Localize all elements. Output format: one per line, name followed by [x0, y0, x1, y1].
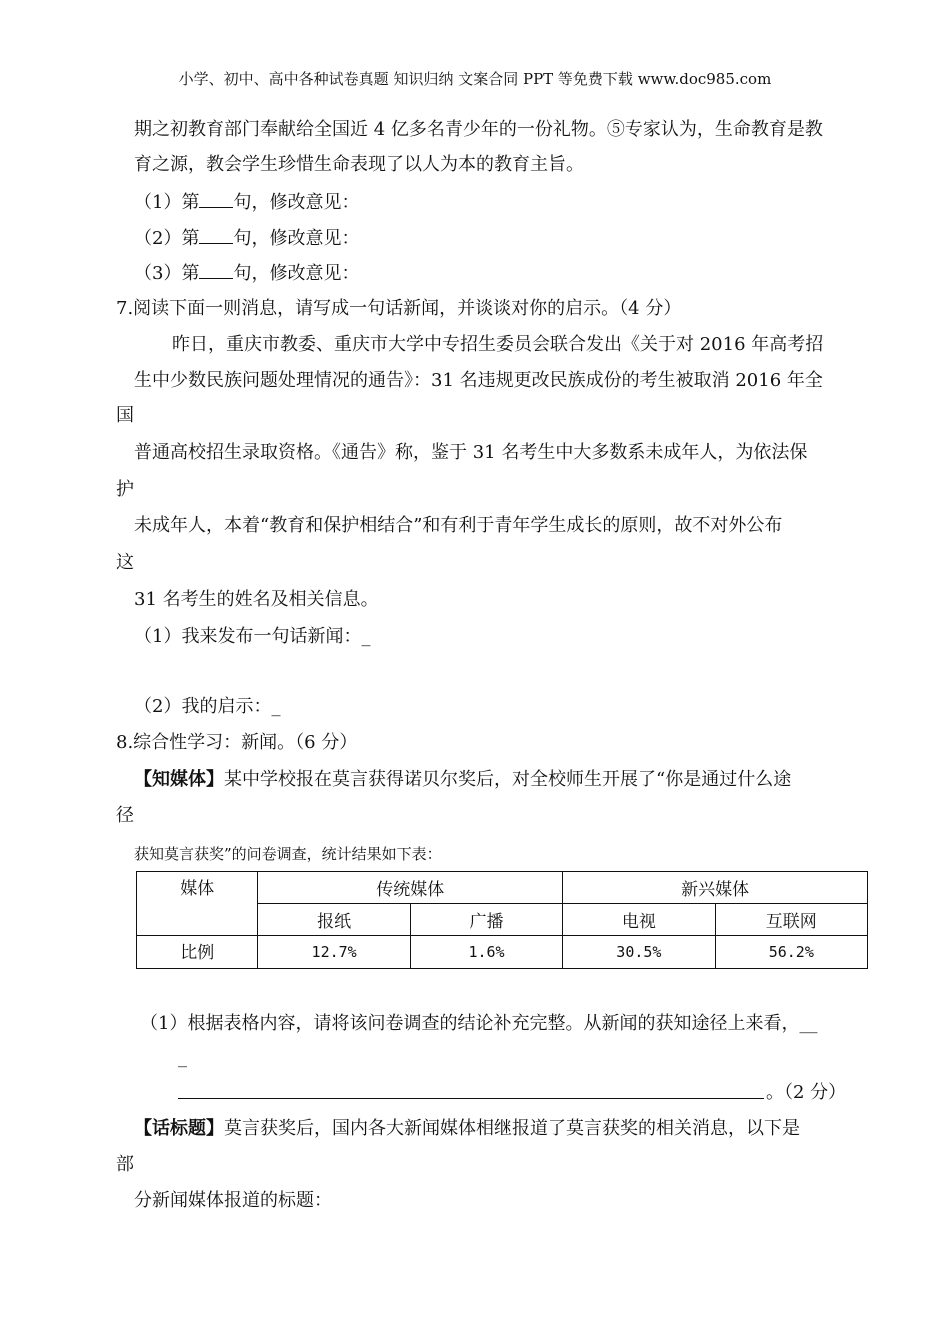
- table-header-emerging: 新兴媒体: [563, 872, 868, 904]
- q7-para-line-2-wrap: 国: [116, 405, 134, 426]
- q8-answer-line[interactable]: [178, 1098, 764, 1099]
- q6-item-1-post: 句，修改意见：: [233, 192, 360, 213]
- q7-para-line-1: 昨日，重庆市教委、重庆市大学中专招生委员会联合发出《关于对 2016 年高考招: [172, 334, 824, 355]
- q6-item-2: [134, 225, 359, 251]
- q6-item-3-blank[interactable]: [199, 260, 233, 279]
- q6-item-3-pre: （3）第: [134, 263, 200, 284]
- q6-item-3: [134, 260, 359, 286]
- q7-answer-2[interactable]: （2）我的启示：_: [134, 696, 281, 717]
- q7-para-line-3: 普通高校招生录取资格。《通告》称，鉴于 31 名考生中大多数系未成年人，为依法保: [134, 442, 808, 463]
- table-col-internet: 互联网: [715, 904, 867, 936]
- q8-sub-1-wrap[interactable]: _: [178, 1047, 187, 1068]
- table-header-traditional: 传统媒体: [258, 872, 563, 904]
- q8-htt-line: [134, 1117, 800, 1141]
- q6-item-3-post: 句，修改意见：: [233, 263, 360, 284]
- q7-para-line-2: 生中少数民族问题处理情况的通告》：31 名违规更改民族成份的考生被取消 2016 年全: [134, 370, 823, 391]
- q8-htt-tag: 【话标题】: [134, 1118, 224, 1139]
- survey-table: [136, 871, 868, 969]
- table-col-newspaper: 报纸: [258, 904, 410, 936]
- q6-line-2: 育之源，教会学生珍惜生命表现了以人为本的教育主旨。: [134, 154, 584, 175]
- q7-answer-1[interactable]: （1）我来发布一句话新闻：_: [134, 626, 371, 647]
- q7-title: 7.阅读下面一则消息，请写成一句话新闻，并谈谈对你的启示。（4 分）: [116, 298, 682, 319]
- table-row-ratio-label: 比例: [137, 936, 258, 969]
- q6-item-2-pre: （2）第: [134, 228, 200, 249]
- q6-item-2-post: 句，修改意见：: [233, 228, 360, 249]
- table-value-newspaper: 12.7%: [258, 936, 410, 969]
- table-col-tv: 电视: [563, 904, 715, 936]
- q8-title: 8.综合性学习：新闻。（6 分）: [116, 732, 358, 753]
- q7-para-line-4-wrap: 这: [116, 552, 134, 573]
- q6-item-1-pre: （1）第: [134, 192, 200, 213]
- page-header: 小学、初中、高中各种试卷真题 知识归纳 文案合同 PPT 等免费下载 www.doc985.com: [178, 70, 772, 88]
- q8-zmt-wrap: 径: [116, 805, 134, 826]
- q6-item-1: [134, 189, 359, 215]
- table-value-radio: 1.6%: [410, 936, 562, 969]
- q8-sub-1: （1）根据表格内容，请将该问卷调查的结论补充完整。从新闻的获知途径上来看，__: [140, 1013, 818, 1034]
- q7-para-line-5: 31 名考生的姓名及相关信息。: [134, 589, 379, 610]
- q6-item-1-blank[interactable]: [199, 189, 233, 208]
- q8-survey-line: 获知莫言获奖”的问卷调查，统计结果如下表：: [134, 845, 442, 863]
- q8-zmt-text: 某中学校报在莫言获得诺贝尔奖后，对全校师生开展了“你是通过什么途: [224, 769, 792, 790]
- q7-para-line-4: 未成年人，本着“教育和保护相结合”和有利于青年学生成长的原则，故不对外公布: [134, 515, 783, 536]
- q6-item-2-blank[interactable]: [199, 225, 233, 244]
- q8-htt-wrap: 部: [116, 1154, 134, 1175]
- q8-zmt-line: [134, 768, 791, 792]
- q8-zmt-tag: 【知媒体】: [134, 769, 224, 790]
- q8-htt-line-2: 分新闻媒体报道的标题：: [134, 1190, 332, 1211]
- q7-para-line-3-wrap: 护: [116, 479, 134, 500]
- table-value-internet: 56.2%: [715, 936, 867, 969]
- q8-htt-text: 莫言获奖后，国内各大新闻媒体相继报道了莫言获奖的相关消息，以下是: [224, 1118, 800, 1139]
- q6-line-1: 期之初教育部门奉献给全国近 4 亿多名青少年的一份礼物。⑤专家认为，生命教育是教: [134, 119, 823, 140]
- q8-sub-1-end: 。（2 分）: [766, 1082, 847, 1103]
- table-col-radio: 广播: [410, 904, 562, 936]
- table-value-tv: 30.5%: [563, 936, 715, 969]
- table-header-media: 媒体: [137, 872, 258, 936]
